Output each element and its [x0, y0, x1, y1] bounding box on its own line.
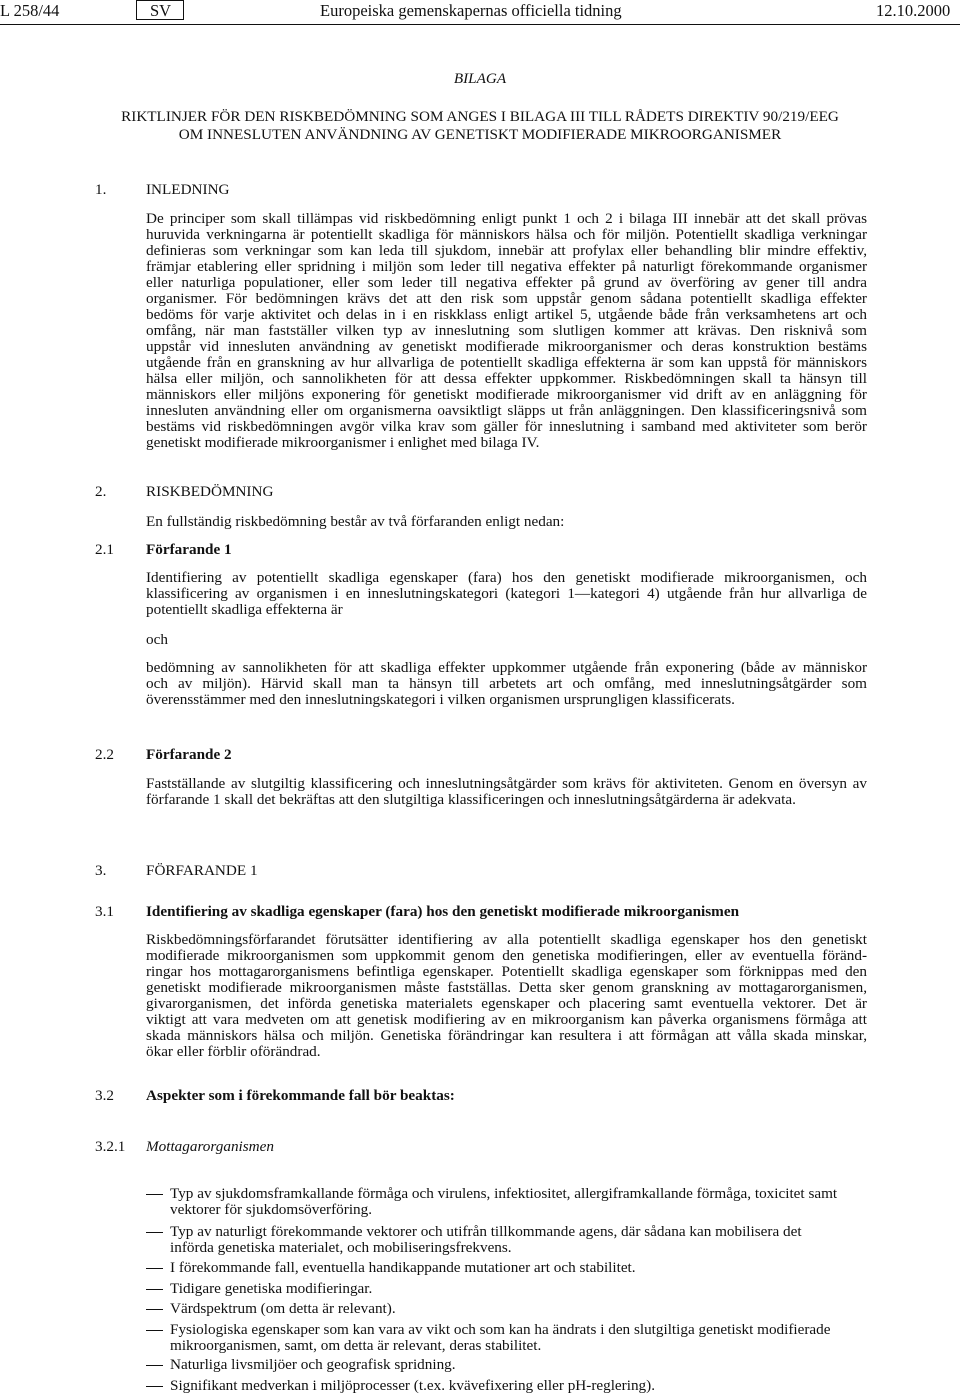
list-item: [170, 1224, 867, 1256]
text-line: hälsa eller miljön, och sannolikheten för att dessa effekter uppkommer. Riskbedömningen skall ta hänsyn till: [146, 370, 867, 387]
text-line: eller naturliga populationer, eller som leder till negativa effekter på grund av överföring av gener till andra: [146, 274, 867, 291]
text-line: utgående från en granskning av hur allvarliga de potentiellt skadliga effekterna är som kan uppstå för människors: [146, 354, 867, 371]
text-line: definieras som verkningar som kan leda till sjukdom, innebär att profylax eller behandling blir mindre effektiv,: [146, 242, 867, 259]
subsection-2-2-paragraph: [146, 776, 867, 808]
text-line: Identifiering av potentiellt skadliga egenskaper (fara) hos den genetiskt modifierade mikroorganismen, och: [146, 569, 867, 586]
text-line: ökar eller förblir oförändrad.: [146, 1043, 321, 1060]
list-item: [170, 1186, 867, 1218]
journal-name: Europeiska gemenskapernas officiella tidning: [320, 1, 622, 20]
subsection-2-1-paragraph-a: [146, 570, 867, 618]
text-line: I förekommande fall, eventuella handikappande mutationer art och stabilitet.: [170, 1259, 636, 1276]
subsection-3-2-1-number: 3.2.1: [95, 1138, 126, 1155]
text-line: mikroorganismen, samt, om detta är relevant, deras stabilitet.: [170, 1337, 542, 1354]
language-code: SV: [150, 1, 172, 20]
text-line: innesluten användning eller om organismerna oavsiktligt släpps ut från anläggningen. Den klassificeringsnivå som: [146, 402, 867, 419]
subsection-3-1-heading: Identifiering av skadliga egenskaper (fara) hos den genetiskt modifierade mikroorganismen: [146, 903, 740, 920]
text-line: potentiellt skadliga effekterna är: [146, 601, 343, 618]
list-item: [170, 1322, 867, 1354]
document-title-line-2: OM INNESLUTEN ANVÄNDNING AV GENETISKT MODIFIERADE MIKROORGANISMER: [178, 126, 782, 143]
header-rule: [0, 24, 960, 25]
text-line: Fastställande av slutgiltig klassificering och inneslutningsåtgärder som krävs för aktiviteten. Genom en översyn av: [146, 775, 867, 792]
text-line: genetiskt modifierade mikroorganismen måste fastställas. Detta sker genom granskning av mottagarorganismen,: [146, 979, 867, 996]
page-reference: L 258/44: [0, 1, 60, 20]
text-line: överensstämmer med den inneslutningskategori i vilken organismen ursprungligen klassificerats.: [146, 691, 735, 708]
section-2-number: 2.: [95, 483, 107, 500]
text-line: Typ av naturligt förekommande vektorer och utifrån tillkommande agens, där sådana kan mobilisera det: [170, 1223, 802, 1240]
text-line: Tidigare genetiska modifieringar.: [170, 1280, 373, 1297]
text-line: Fysiologiska egenskaper som kan vara av vikt och som kan ha ändrats i den slutgiltiga genetiskt modifierade: [170, 1321, 831, 1338]
section-2-intro: En fullständig riskbedömning består av två förfaranden enligt nedan:: [146, 513, 565, 530]
subsection-3-2-heading: Aspekter som i förekommande fall bör beaktas:: [146, 1087, 455, 1104]
text-line: och av miljön). Härvid skall man ta hänsyn till arbetets art och omfång, med inneslutningsåtgärder som: [146, 675, 867, 692]
publication-date: 12.10.2000: [876, 1, 951, 20]
document-title-line-1: RIKTLINJER FÖR DEN RISKBEDÖMNING SOM ANGES I BILAGA III TILL RÅDETS DIREKTIV 90/219/EEG: [121, 108, 839, 125]
section-2-heading: RISKBEDÖMNING: [146, 483, 274, 500]
text-line: Signifikant medverkan i miljöprocesser (t.ex. kvävefixering eller pH-reglering).: [170, 1377, 655, 1394]
text-line: Värdspektrum (om detta är relevant).: [170, 1300, 396, 1317]
text-line: genetiskt modifierade mikroorganismer i enlighet med bilaga IV.: [146, 434, 540, 451]
text-line: De principer som skall tillämpas vid riskbedömning enligt punkt 1 och 2 i bilaga III innebär att det skall prövas: [146, 210, 867, 227]
subsection-2-2-heading: Förfarande 2: [146, 746, 232, 763]
text-line: huruvida verkningarna är potentiellt skadliga för människors hälsa och för miljön. Potentiellt skadliga verkningar: [146, 226, 867, 243]
text-line: bedöms för varje aktivitet och delas in i en riskklass enligt artikel 5, utgående både från verksamhetens art och: [146, 306, 867, 323]
text-line: ringar hos mottagarorganismens befintliga egenskaper. Potentiellt skadliga egenskaper som förknippas med den: [146, 963, 867, 980]
text-line: givarorganismen, det införda genetiska materialets egenskaper och placering samt eventuella vektorer. Det är: [146, 995, 867, 1012]
text-line: omfång, när man fastställer vilken typ av inneslutning som slutligen kommer att krävas. Den risknivå som: [146, 322, 867, 339]
text-line: Typ av sjukdomsframkallande förmåga och virulens, infektiositet, allergiframkallande förmåga, toxicitet samt: [170, 1185, 838, 1202]
conjunction-och: och: [146, 631, 168, 648]
section-1-number: 1.: [95, 181, 107, 198]
subsection-3-2-number: 3.2: [95, 1087, 114, 1104]
text-line: modifierade mikroorganismen som uppkommit genom den genetiska modifieringen, eller av eventuella föränd-: [146, 947, 867, 964]
section-1-heading: INLEDNING: [146, 181, 230, 198]
subsection-2-1-heading: Förfarande 1: [146, 541, 232, 558]
subsection-3-1-paragraph: [146, 932, 867, 1060]
text-line: främjar etablering eller spridning i miljön som leder till negativa effekter på naturligt förekommande organismer: [146, 258, 867, 275]
annex-label: BILAGA: [453, 70, 507, 87]
text-line: Naturliga livsmiljöer och geografisk spridning.: [170, 1356, 456, 1373]
text-line: införda genetiska materialet, och mobiliseringsfrekvens.: [170, 1239, 512, 1256]
list-item: [170, 1378, 867, 1394]
text-line: viktigt att vara medveten om att genetisk modifiering av en mikroorganism kan påverka organismens förmåga att: [146, 1011, 867, 1028]
list-item: [170, 1281, 867, 1297]
list-item: [170, 1301, 867, 1317]
subsection-3-1-number: 3.1: [95, 903, 114, 920]
text-line: organismer. För bedömningen krävs det att den risk som uppstår genom sådana potentiellt skadliga effekter: [146, 290, 867, 307]
section-3-heading: FÖRFARANDE 1: [146, 862, 258, 879]
text-line: bedömning av sannolikheten för att skadliga effekter uppkommer utgående från exponering (både av människor: [146, 659, 867, 676]
subsection-2-1-number: 2.1: [95, 541, 114, 558]
subsection-3-2-1-heading: Mottagarorganismen: [146, 1138, 274, 1155]
page-header: [0, 0, 960, 24]
text-line: människors eller miljöns exponering för genetiskt modifierade mikroorganismer vid drift av en anläggning för: [146, 386, 867, 403]
text-line: förfarande 1 skall det bekräftas att den slutgiltiga klassificeringen och inneslutningsåtgärderna är adekvata.: [146, 791, 796, 808]
section-3-number: 3.: [95, 862, 107, 879]
list-item: [170, 1260, 867, 1276]
text-line: bestäms vid riskbedömningen avgör vilka krav som gäller för inneslutning i samband med aktiviteter som berör: [146, 418, 867, 435]
section-1-paragraph: [146, 211, 867, 451]
text-line: Riskbedömningsförfarandet förutsätter identifiering av alla potentiellt skadliga egenskaper hos den genetiskt: [146, 931, 867, 948]
text-line: klassificering av organismen i en inneslutningskategori (kategori 1—kategori 4) utgående från hur allvarliga de: [146, 585, 867, 602]
text-line: vektorer för sjukdomsöverföring.: [170, 1201, 373, 1218]
list-item: [170, 1357, 867, 1373]
text-line: skada människors hälsa och miljön. Genetiska förändringar kan resultera i att förmågan att vålla skada minskar,: [146, 1027, 867, 1044]
text-line: uppstår vid innesluten användning av genetiskt modifierade mikroorganismer och deras konstruktion bestäms: [146, 338, 867, 355]
subsection-2-1-paragraph-b: [146, 660, 867, 708]
subsection-2-2-number: 2.2: [95, 746, 114, 763]
